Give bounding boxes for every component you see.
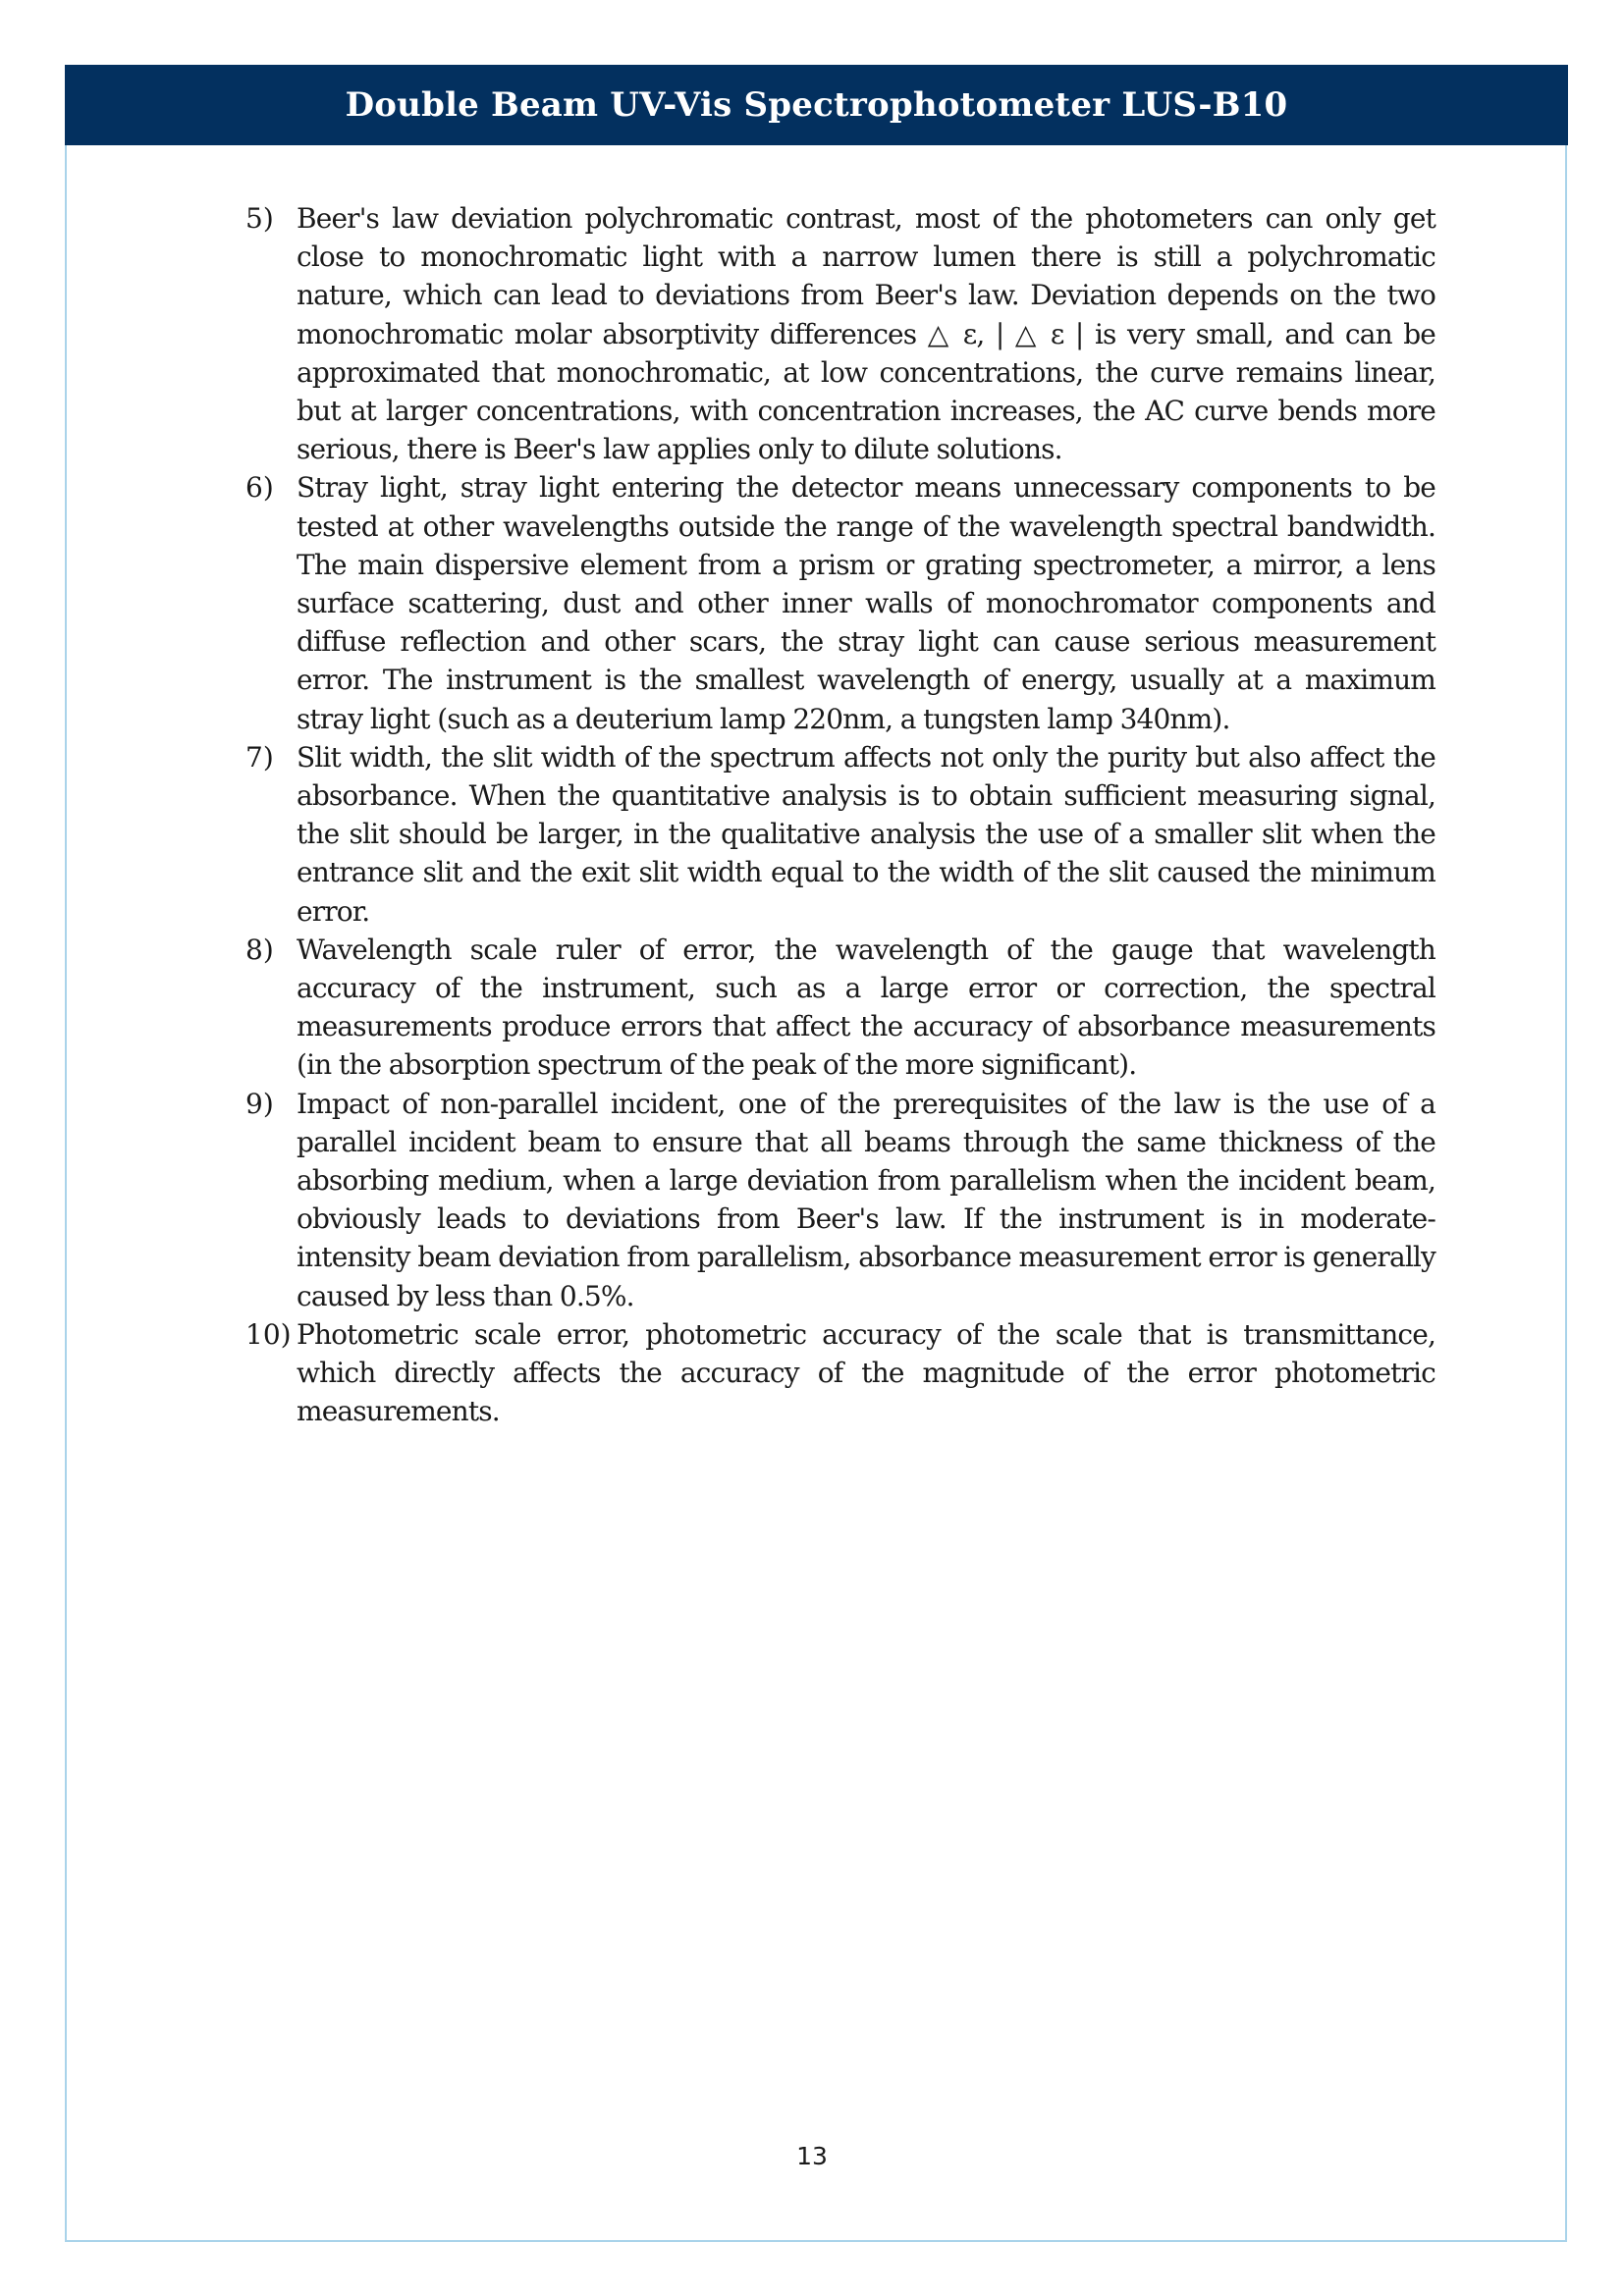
list-item [245, 931, 1435, 1085]
list-item [245, 199, 1435, 468]
list-item-number: 5) [245, 202, 274, 235]
list-item [245, 1085, 1435, 1315]
list-item-number: 10) [245, 1317, 292, 1351]
list-item-number: 7) [245, 740, 274, 774]
list-item-number: 6) [245, 471, 274, 505]
header-bar [65, 65, 1568, 145]
list-item-number: 8) [245, 933, 274, 966]
list-item-number: 9) [245, 1087, 274, 1120]
list-item-text: Slit width, the slit width of the spectrum affects not only the purity but also affect the absorbance. When the quantitative analysis is to obtain sufficient measuring signal, the slit should be larger, in the qualitative analysis the use of a smaller slit when the entrance slit and the exit slit width equal to the width of the slit caused the minimum error. [297, 740, 1435, 928]
list-item [245, 468, 1435, 737]
page-number: 13 [796, 2142, 828, 2170]
numbered-list [245, 199, 1435, 1431]
list-item-text: Photometric scale error, photometric accuracy of the scale that is transmittance, which directly affects the accuracy of the magnitude of the error photometric measurements. [297, 1317, 1435, 1428]
document-title: Double Beam UV-Vis Spectrophotometer LUS-B10 [345, 85, 1288, 125]
list-item-text: Wavelength scale ruler of error, the wavelength of the gauge that wavelength accuracy of the instrument, such as a large error or correction, the spectral measurements produce errors that affect the accuracy of absorbance measurements (in the absorption spectrum of the peak of the more significant). [297, 933, 1435, 1082]
list-item-text: Impact of non-parallel incident, one of the prerequisites of the law is the use of a parallel incident beam to ensure that all beams through the same thickness of the absorbing medium, when a large deviation from parallelism when the incident beam, obviously leads to deviations from Beer's law. If the instrument is in moderate-intensity beam deviation from parallelism, absorbance measurement error is generally caused by less than 0.5%. [297, 1087, 1435, 1312]
list-item-text: Stray light, stray light entering the detector means unnecessary components to be tested at other wavelengths outside the range of the wavelength spectral bandwidth. The main dispersive element from a prism or grating spectrometer, a mirror, a lens surface scattering, dust and other inner walls of monochromator components and diffuse reflection and other scars, the stray light can cause serious measurement error. The instrument is the smallest wavelength of energy, usually at a maximum stray light (such as a deuterium lamp 220nm, a tungsten lamp 340nm). [297, 471, 1435, 735]
list-item [245, 738, 1435, 931]
list-item [245, 1315, 1435, 1431]
list-item-text: Beer's law deviation polychromatic contrast, most of the photometers can only get close to monochromatic light with a narrow lumen there is still a polychromatic nature, which can lead to deviations from Beer's law. Deviation depends on the two monochromatic molar absorptivity differences △ ε, | △ ε | is very small, and can be approximated that monochromatic, at low concentrations, the curve remains linear, but at larger concentrations, with concentration increases, the AC curve bends more serious, there is Beer's law applies only to dilute solutions. [297, 202, 1435, 466]
